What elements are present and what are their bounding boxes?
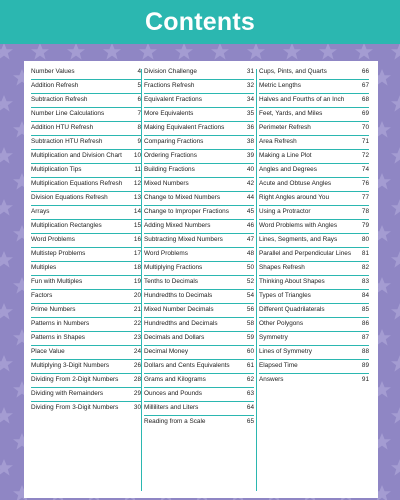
star-icon (391, 43, 400, 60)
entry-title: Decimal Money (144, 348, 189, 356)
entry-title: Division Equations Refresh (31, 194, 108, 202)
entry-title: Ounces and Pounds (144, 390, 202, 398)
entry-page-number: 31 (246, 68, 254, 76)
contents-entry (31, 248, 141, 262)
contents-entry (144, 416, 254, 429)
page-title: Contents (145, 8, 255, 36)
contents-entry (144, 66, 254, 80)
entry-page-number: 15 (133, 222, 141, 230)
entry-title: Place Value (31, 348, 65, 356)
contents-entry (31, 220, 141, 234)
contents-entry (144, 150, 254, 164)
entry-title: Dividing From 2-Digit Numbers (31, 376, 119, 384)
entry-page-number: 34 (246, 96, 254, 104)
contents-entry (259, 178, 369, 192)
star-icon (355, 43, 373, 60)
entry-page-number: 22 (133, 320, 141, 328)
entry-title: Division Challenge (144, 68, 197, 76)
entry-title: Multiplication Equations Refresh (31, 180, 123, 188)
contents-entry (144, 164, 254, 178)
contents-entry (144, 290, 254, 304)
entry-page-number: 70 (361, 124, 369, 132)
star-icon (319, 43, 337, 60)
entry-title: Shapes Refresh (259, 264, 305, 272)
contents-entry (259, 360, 369, 374)
entry-page-number: 20 (133, 292, 141, 300)
entry-page-number: 7 (137, 110, 141, 118)
entry-title: Multistep Problems (31, 250, 86, 258)
entry-page-number: 12 (133, 180, 141, 188)
entry-title: Multiples (31, 264, 57, 272)
entry-title: Thinking About Shapes (259, 278, 325, 286)
contents-entry (259, 108, 369, 122)
star-icon (391, 147, 400, 164)
star-icon (139, 43, 157, 60)
entry-title: Mixed Number Decimals (144, 306, 214, 314)
entry-title: Factors (31, 292, 53, 300)
entry-title: Prime Numbers (31, 306, 76, 314)
contents-entry (31, 122, 141, 136)
entry-title: Change to Improper Fractions (144, 208, 229, 216)
entry-page-number: 72 (361, 152, 369, 160)
entry-page-number: 71 (361, 138, 369, 146)
entry-title: Perimeter Refresh (259, 124, 311, 132)
entry-title: Dollars and Cents Equivalents (144, 362, 230, 370)
entry-title: Subtraction HTU Refresh (31, 138, 103, 146)
contents-entry (259, 136, 369, 150)
entry-page-number: 19 (133, 278, 141, 286)
entry-page-number: 67 (361, 82, 369, 90)
contents-entry (259, 276, 369, 290)
star-icon (31, 43, 49, 60)
entry-title: Comparing Fractions (144, 138, 204, 146)
entry-page-number: 78 (361, 208, 369, 216)
contents-entry (31, 178, 141, 192)
entry-page-number: 77 (361, 194, 369, 202)
entry-page-number: 86 (361, 320, 369, 328)
star-icon (283, 43, 301, 60)
entry-page-number: 69 (361, 110, 369, 118)
entry-page-number: 47 (246, 236, 254, 244)
entry-title: Feet, Yards, and Miles (259, 110, 323, 118)
star-icon (391, 251, 400, 268)
entry-title: Other Polygons (259, 320, 304, 328)
entry-page-number: 88 (361, 348, 369, 356)
contents-entry (144, 94, 254, 108)
contents-entry (144, 360, 254, 374)
contents-entry (259, 220, 369, 234)
star-icon (0, 303, 13, 320)
contents-entry (259, 346, 369, 360)
entry-page-number: 60 (246, 348, 254, 356)
entry-page-number: 56 (246, 306, 254, 314)
entry-page-number: 54 (246, 292, 254, 300)
entry-page-number: 40 (246, 166, 254, 174)
entry-page-number: 61 (246, 362, 254, 370)
contents-entry (144, 346, 254, 360)
entry-title: Lines, Segments, and Rays (259, 236, 338, 244)
contents-entry (31, 318, 141, 332)
entry-title: Building Fractions (144, 166, 195, 174)
entry-title: Ordering Fractions (144, 152, 197, 160)
entry-page-number: 35 (246, 110, 254, 118)
entry-page-number: 79 (361, 222, 369, 230)
entry-page-number: 45 (246, 208, 254, 216)
star-icon (391, 355, 400, 372)
entry-title: Patterns in Numbers (31, 320, 90, 328)
entry-page-number: 11 (134, 166, 141, 174)
entry-title: Halves and Fourths of an Inch (259, 96, 345, 104)
entry-title: Fun with Multiples (31, 278, 83, 286)
entry-title: Multiplying 3-Digit Numbers (31, 362, 110, 370)
entry-page-number: 44 (246, 194, 254, 202)
entry-page-number: 13 (133, 194, 141, 202)
contents-entry (144, 122, 254, 136)
star-icon (0, 407, 13, 424)
column-divider (141, 69, 142, 491)
contents-entry (144, 206, 254, 220)
contents-entry (259, 290, 369, 304)
entry-title: Multiplying Fractions (144, 264, 203, 272)
contents-entry (31, 346, 141, 360)
contents-entry (259, 122, 369, 136)
contents-column-2 (144, 66, 254, 429)
entry-page-number: 28 (133, 376, 141, 384)
entry-title: Patterns in Shapes (31, 334, 85, 342)
contents-entry (31, 388, 141, 402)
entry-title: Angles and Degrees (259, 166, 317, 174)
entry-title: Adding Mixed Numbers (144, 222, 211, 230)
entry-title: Subtraction Refresh (31, 96, 88, 104)
entry-page-number: 84 (361, 292, 369, 300)
contents-entry (31, 80, 141, 94)
entry-title: Subtracting Mixed Numbers (144, 236, 223, 244)
contents-entry (144, 80, 254, 94)
entry-title: Making a Line Plot (259, 152, 312, 160)
entry-title: Elapsed Time (259, 362, 298, 370)
contents-entry (31, 262, 141, 276)
star-icon (391, 95, 400, 112)
entry-page-number: 14 (133, 208, 141, 216)
contents-entry (144, 318, 254, 332)
contents-entry (31, 374, 141, 388)
entry-page-number: 29 (133, 390, 141, 398)
contents-entry (144, 276, 254, 290)
entry-page-number: 16 (133, 236, 141, 244)
entry-page-number: 64 (246, 404, 254, 412)
column-divider (256, 69, 257, 491)
entry-page-number: 80 (361, 236, 369, 244)
entry-title: Multiplication Tips (31, 166, 82, 174)
star-icon (0, 199, 13, 216)
contents-entry (31, 192, 141, 206)
entry-title: Hundredths to Decimals (144, 292, 213, 300)
entry-title: Word Problems (31, 236, 75, 244)
entry-page-number: 17 (133, 250, 141, 258)
entry-page-number: 32 (246, 82, 254, 90)
entry-title: Arrays (31, 208, 50, 216)
entry-title: Decimals and Dollars (144, 334, 205, 342)
entry-page-number: 87 (361, 334, 369, 342)
contents-entry (259, 150, 369, 164)
contents-entry (31, 206, 141, 220)
star-icon (0, 95, 13, 112)
contents-entry (259, 262, 369, 276)
contents-entry (31, 66, 141, 80)
entry-title: Making Equivalent Fractions (144, 124, 225, 132)
entry-page-number: 81 (361, 250, 369, 258)
contents-entry (144, 234, 254, 248)
entry-title: Equivalent Fractions (144, 96, 202, 104)
contents-entry (259, 248, 369, 262)
contents-entry (259, 94, 369, 108)
entry-page-number: 4 (137, 68, 141, 76)
entry-title: Parallel and Perpendicular Lines (259, 250, 352, 258)
entry-page-number: 91 (361, 376, 369, 384)
contents-entry (31, 234, 141, 248)
contents-entry (259, 234, 369, 248)
entry-title: Word Problems (144, 250, 188, 258)
entry-page-number: 59 (246, 334, 254, 342)
entry-page-number: 65 (246, 418, 254, 426)
star-icon (391, 303, 400, 320)
entry-title: Answers (259, 376, 284, 384)
entry-page-number: 46 (246, 222, 254, 230)
contents-entry (144, 108, 254, 122)
contents-column-3 (259, 66, 369, 387)
contents-entry (144, 332, 254, 346)
entry-title: Types of Triangles (259, 292, 311, 300)
entry-page-number: 10 (133, 152, 141, 160)
star-icon (67, 43, 85, 60)
contents-entry (144, 388, 254, 402)
contents-entry (31, 150, 141, 164)
contents-entry (144, 304, 254, 318)
contents-entry (144, 374, 254, 388)
star-icon (0, 355, 13, 372)
contents-entry (31, 402, 141, 415)
entry-page-number: 5 (137, 82, 141, 90)
entry-title: Grams and Kilograms (144, 376, 206, 384)
entry-page-number: 83 (361, 278, 369, 286)
contents-entry (259, 332, 369, 346)
entry-page-number: 62 (246, 376, 254, 384)
contents-entry (31, 304, 141, 318)
contents-entry (144, 192, 254, 206)
entry-title: Dividing with Remainders (31, 390, 104, 398)
contents-entry (144, 402, 254, 416)
entry-title: Area Refresh (259, 138, 297, 146)
entry-page-number: 66 (361, 68, 369, 76)
entry-title: Addition HTU Refresh (31, 124, 94, 132)
entry-title: Reading from a Scale (144, 418, 206, 426)
contents-entry (144, 178, 254, 192)
contents-entry (144, 220, 254, 234)
contents-entry (259, 318, 369, 332)
entry-page-number: 89 (361, 362, 369, 370)
entry-page-number: 21 (133, 306, 141, 314)
entry-page-number: 68 (361, 96, 369, 104)
entry-title: Symmetry (259, 334, 288, 342)
star-icon (211, 43, 229, 60)
entry-title: Different Quadrilaterals (259, 306, 325, 314)
star-icon (391, 199, 400, 216)
entry-title: Metric Lengths (259, 82, 301, 90)
contents-entry (144, 262, 254, 276)
entry-page-number: 74 (361, 166, 369, 174)
entry-title: Acute and Obtuse Angles (259, 180, 332, 188)
contents-entry (259, 206, 369, 220)
entry-page-number: 48 (246, 250, 254, 258)
contents-entry (31, 290, 141, 304)
entry-page-number: 58 (246, 320, 254, 328)
contents-entry (259, 304, 369, 318)
entry-title: Lines of Symmetry (259, 348, 312, 356)
contents-entry (259, 164, 369, 178)
entry-page-number: 76 (361, 180, 369, 188)
entry-title: Number Line Calculations (31, 110, 105, 118)
contents-entry (259, 66, 369, 80)
entry-title: Hundredths and Decimals (144, 320, 218, 328)
entry-title: Dividing From 3-Digit Numbers (31, 404, 119, 412)
entry-page-number: 85 (361, 306, 369, 314)
contents-entry (31, 164, 141, 178)
entry-title: Fractions Refresh (144, 82, 195, 90)
contents-entry (144, 136, 254, 150)
entry-page-number: 8 (137, 124, 141, 132)
entry-page-number: 36 (246, 124, 254, 132)
entry-page-number: 18 (133, 264, 141, 272)
contents-card (24, 61, 378, 498)
entry-title: Milliliters and Liters (144, 404, 199, 412)
contents-entry (31, 94, 141, 108)
star-icon (175, 43, 193, 60)
contents-column-1 (31, 66, 141, 415)
star-icon (0, 251, 13, 268)
star-icon (391, 459, 400, 476)
entry-page-number: 24 (133, 348, 141, 356)
star-icon (0, 43, 13, 60)
star-icon (391, 407, 400, 424)
entry-page-number: 38 (246, 138, 254, 146)
entry-page-number: 6 (137, 96, 141, 104)
entry-title: Addition Refresh (31, 82, 79, 90)
contents-entry (31, 108, 141, 122)
entry-page-number: 39 (246, 152, 254, 160)
contents-entry (31, 332, 141, 346)
entry-page-number: 23 (133, 334, 141, 342)
entry-title: More Equivalents (144, 110, 194, 118)
entry-title: Mixed Numbers (144, 180, 189, 188)
contents-entry (31, 360, 141, 374)
contents-entry (31, 276, 141, 290)
entry-page-number: 82 (361, 264, 369, 272)
entry-title: Multiplication Rectangles (31, 222, 102, 230)
entry-page-number: 63 (246, 390, 254, 398)
star-icon (103, 43, 121, 60)
entry-title: Number Values (31, 68, 75, 76)
contents-entry (259, 192, 369, 206)
star-icon (247, 43, 265, 60)
contents-entry (31, 136, 141, 150)
entry-page-number: 9 (137, 138, 141, 146)
entry-page-number: 42 (246, 180, 254, 188)
star-icon (0, 459, 13, 476)
contents-entry (259, 80, 369, 94)
entry-page-number: 50 (246, 264, 254, 272)
star-icon (0, 147, 13, 164)
entry-title: Right Angles around You (259, 194, 329, 202)
entry-title: Tenths to Decimals (144, 278, 198, 286)
entry-title: Word Problems with Angles (259, 222, 338, 230)
contents-entry (259, 374, 369, 387)
entry-title: Multiplication and Division Chart (31, 152, 122, 160)
entry-page-number: 52 (246, 278, 254, 286)
entry-title: Change to Mixed Numbers (144, 194, 221, 202)
entry-page-number: 30 (133, 404, 141, 412)
entry-page-number: 26 (133, 362, 141, 370)
entry-title: Cups, Pints, and Quarts (259, 68, 327, 76)
entry-title: Using a Protractor (259, 208, 311, 216)
contents-entry (144, 248, 254, 262)
